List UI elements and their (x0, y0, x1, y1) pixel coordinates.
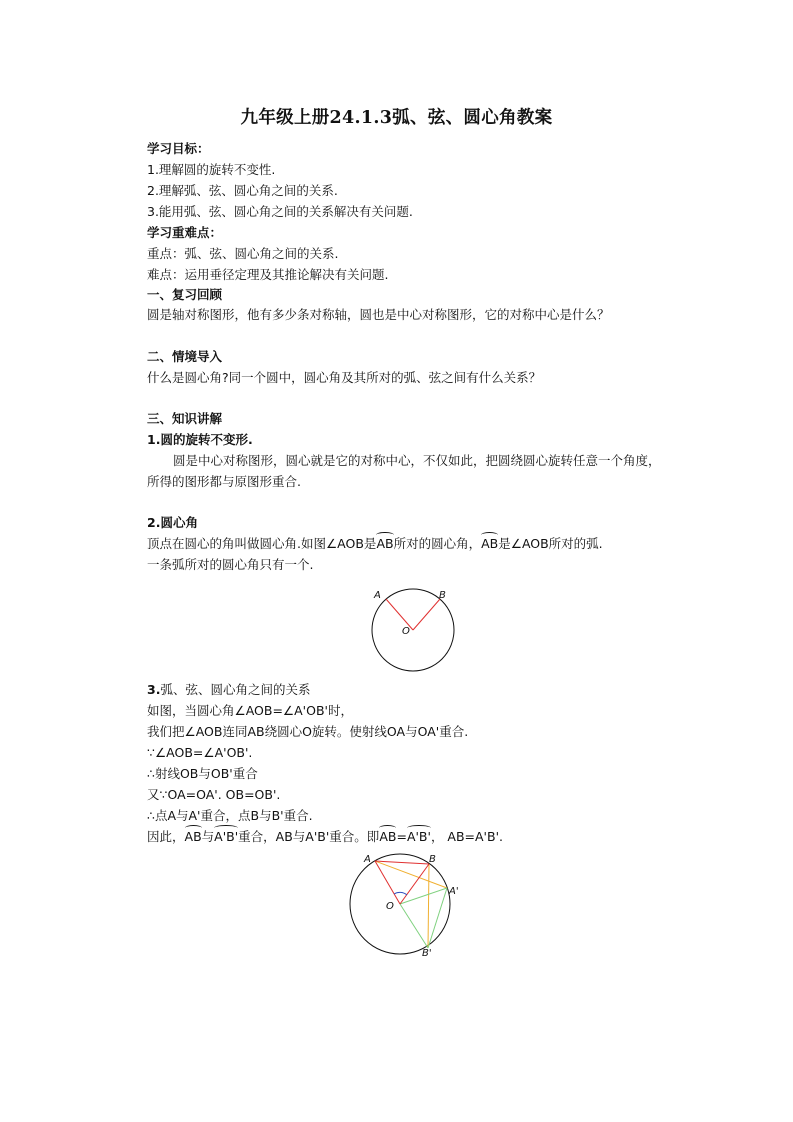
difficulty-text: 难点：运用垂径定理及其推论解决有关问题. (147, 267, 389, 282)
section2-note: 一条弧所对的圆心角只有一个. (147, 557, 314, 572)
proof-conclusion (147, 828, 503, 845)
point-label-b-prime: B' (422, 948, 432, 959)
proof-line: ∴射线OB与OB'重合 (147, 766, 258, 781)
proof-line: 我们把∠AOB连同AB绕圆心O旋转。使射线OA与OA'重合. (147, 724, 469, 739)
text-fragment: 所对的圆心角， (393, 536, 482, 551)
knowledge-heading: 三、知识讲解 (147, 411, 223, 426)
chord-a-a2 (375, 861, 447, 888)
proof-line: ∵∠AOB=∠A'OB'. (147, 745, 253, 760)
point-label-a: A (374, 590, 381, 601)
review-text: 圆是轴对称图形，他有多少条对称轴，圆也是中心对称图形，它的对称中心是什么？ (147, 307, 610, 322)
text-fragment: ， AB=A'B'. (430, 829, 503, 844)
intro-text: 什么是圆心角?同一个圆中，圆心角及其所对的弧、弦之间有什么关系？ (147, 370, 542, 385)
radius-ob (413, 599, 440, 630)
point-label-o: O (402, 626, 410, 637)
text-fragment: 重合，AB与A'B'重合。即 (238, 829, 380, 844)
review-heading: 一、复习回顾 (147, 287, 223, 302)
section2-heading: 2.圆心角 (147, 515, 198, 530)
point-label-a: A (364, 854, 371, 865)
section3-number: 3. (147, 682, 161, 697)
chord-b-b2 (428, 864, 429, 948)
radius-oa (375, 861, 400, 904)
point-label-b: B (429, 854, 436, 865)
text-fragment: 是∠AOB所对的弧. (498, 536, 603, 551)
arc-ab-symbol: AB (376, 536, 394, 551)
arc-a2b2-symbol: A'B' (214, 829, 239, 844)
radius-oa2 (400, 888, 447, 904)
section1-paragraph-line: 圆是中心对称图形，圆心就是它的对称中心，不仅如此，把圆绕圆心旋转任意一个角度， (173, 453, 661, 468)
focus-text: 重点：弧、弦、圆心角之间的关系. (147, 246, 339, 261)
objective-item: 2.理解弧、弦、圆心角之间的关系. (147, 183, 338, 198)
intro-heading: 二、情境导入 (147, 349, 223, 364)
section1-paragraph-line: 所得的图形都与原图形重合. (147, 474, 301, 489)
arc-ab-symbol: AB (481, 536, 499, 551)
radius-ob (400, 864, 429, 904)
text-fragment: 与 (201, 829, 215, 844)
angle-mark (394, 892, 407, 895)
key-points-heading: 学习重难点： (147, 225, 223, 240)
text-fragment: 因此， (147, 829, 185, 844)
point-label-b: B (439, 590, 446, 601)
proof-line: 如图，当圆心角∠AOB=∠A'OB'时， (147, 703, 353, 718)
section3-title: 弧、弦、圆心角之间的关系 (160, 682, 311, 697)
arc-a2b2-symbol: A'B' (406, 829, 431, 844)
arc-ab-symbol: AB (184, 829, 202, 844)
section1-heading: 1.圆的旋转不变形. (147, 432, 253, 447)
objective-item: 3.能用弧、弦、圆心角之间的关系解决有关问题. (147, 204, 413, 219)
section2-definition (147, 535, 603, 552)
proof-line: ∴点A与A'重合，点B与B'重合. (147, 808, 313, 823)
objectives-heading: 学习目标： (147, 141, 210, 156)
objective-item: 1.理解圆的旋转不变性. (147, 162, 276, 177)
section3-heading (147, 681, 310, 698)
point-label-o: O (386, 901, 394, 912)
page-title: 九年级上册24.1.3弧、弦、圆心角教案 (240, 108, 553, 128)
radius-ob2 (400, 904, 428, 948)
rotation-figure (338, 848, 468, 960)
chord-a2-b2 (428, 888, 447, 948)
central-angle-figure (362, 580, 464, 674)
arc-ab-symbol: AB (379, 829, 397, 844)
text-fragment: 顶点在圆心的角叫做圆心角.如图∠AOB是 (147, 536, 377, 551)
proof-line: 又∵OA=OA'. OB=OB'. (147, 787, 281, 802)
text-fragment: = (396, 829, 407, 844)
point-label-a-prime: A' (449, 886, 459, 897)
